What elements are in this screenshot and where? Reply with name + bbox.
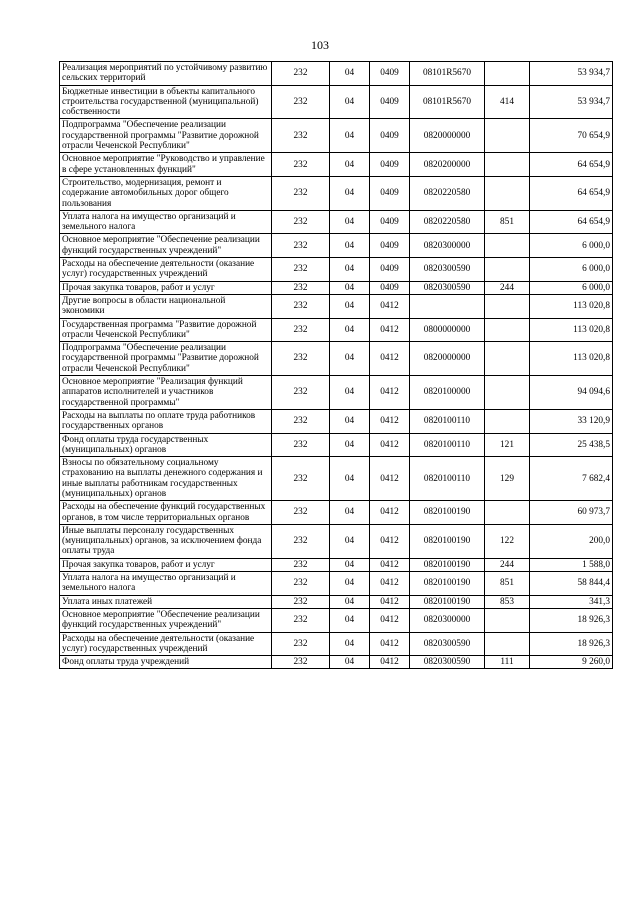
target-article-cell: 0820300590	[410, 656, 485, 669]
section-code-cell: 04	[330, 62, 370, 86]
target-article-cell: 0820100000	[410, 376, 485, 410]
target-article-cell: 0820300590	[410, 258, 485, 282]
section-code-cell: 04	[330, 153, 370, 177]
table-row	[60, 153, 613, 177]
amount-cell: 18 926,3	[530, 632, 613, 656]
table-row	[60, 210, 613, 234]
amount-cell: 58 844,4	[530, 572, 613, 596]
grbs-code-cell: 232	[272, 281, 330, 294]
expense-type-cell	[485, 501, 530, 525]
grbs-code-cell: 232	[272, 85, 330, 119]
expense-type-cell	[485, 318, 530, 342]
expense-type-cell: 244	[485, 281, 530, 294]
target-article-cell: 0820100110	[410, 433, 485, 457]
subsection-code-cell: 0412	[370, 608, 410, 632]
grbs-code-cell: 232	[272, 656, 330, 669]
expense-name-cell: Бюджетные инвестиции в объекты капитального строительства государственной (муниципальной) собственности	[60, 85, 272, 119]
expense-type-cell: 414	[485, 85, 530, 119]
grbs-code-cell: 232	[272, 294, 330, 318]
section-code-cell: 04	[330, 558, 370, 571]
expense-type-cell	[485, 258, 530, 282]
expense-type-cell	[485, 153, 530, 177]
expense-name-cell: Прочая закупка товаров, работ и услуг	[60, 558, 272, 571]
subsection-code-cell: 0412	[370, 595, 410, 608]
grbs-code-cell: 232	[272, 176, 330, 210]
grbs-code-cell: 232	[272, 318, 330, 342]
grbs-code-cell: 232	[272, 258, 330, 282]
target-article-cell: 0800000000	[410, 318, 485, 342]
amount-cell: 7 682,4	[530, 457, 613, 501]
subsection-code-cell: 0412	[370, 457, 410, 501]
target-article-cell: 0820100190	[410, 558, 485, 571]
amount-cell: 6 000,0	[530, 258, 613, 282]
page-number: 103	[311, 38, 329, 52]
table-row	[60, 632, 613, 656]
amount-cell: 64 654,9	[530, 210, 613, 234]
section-code-cell: 04	[330, 85, 370, 119]
table-row	[60, 234, 613, 258]
expense-type-cell: 111	[485, 656, 530, 669]
table-row	[60, 572, 613, 596]
section-code-cell: 04	[330, 409, 370, 433]
table-row	[60, 85, 613, 119]
target-article-cell: 0820300590	[410, 632, 485, 656]
expense-name-cell: Государственная программа "Развитие дорожной отрасли Чеченской Республики"	[60, 318, 272, 342]
amount-cell: 18 926,3	[530, 608, 613, 632]
expense-name-cell: Расходы на выплаты по оплате труда работников государственных органов	[60, 409, 272, 433]
expense-name-cell: Реализация мероприятий по устойчивому развитию сельских территорий	[60, 62, 272, 86]
table-row	[60, 294, 613, 318]
expense-type-cell	[485, 119, 530, 153]
grbs-code-cell: 232	[272, 342, 330, 376]
section-code-cell: 04	[330, 294, 370, 318]
amount-cell: 1 588,0	[530, 558, 613, 571]
target-article-cell: 08101R5670	[410, 62, 485, 86]
amount-cell: 53 934,7	[530, 85, 613, 119]
target-article-cell: 0820100110	[410, 457, 485, 501]
table-row	[60, 176, 613, 210]
amount-cell: 200,0	[530, 524, 613, 558]
section-code-cell: 04	[330, 318, 370, 342]
expense-type-cell: 121	[485, 433, 530, 457]
subsection-code-cell: 0412	[370, 433, 410, 457]
subsection-code-cell: 0409	[370, 85, 410, 119]
table-row	[60, 409, 613, 433]
expense-name-cell: Уплата иных платежей	[60, 595, 272, 608]
grbs-code-cell: 232	[272, 234, 330, 258]
subsection-code-cell: 0409	[370, 234, 410, 258]
amount-cell: 341,3	[530, 595, 613, 608]
expense-type-cell: 853	[485, 595, 530, 608]
expense-type-cell	[485, 176, 530, 210]
grbs-code-cell: 232	[272, 62, 330, 86]
expense-type-cell: 851	[485, 210, 530, 234]
target-article-cell	[410, 294, 485, 318]
section-code-cell: 04	[330, 572, 370, 596]
target-article-cell: 0820300000	[410, 608, 485, 632]
section-code-cell: 04	[330, 457, 370, 501]
amount-cell: 25 438,5	[530, 433, 613, 457]
table-row	[60, 656, 613, 669]
grbs-code-cell: 232	[272, 558, 330, 571]
expense-name-cell: Фонд оплаты труда учреждений	[60, 656, 272, 669]
expense-type-cell: 244	[485, 558, 530, 571]
subsection-code-cell: 0412	[370, 572, 410, 596]
table-row	[60, 281, 613, 294]
expense-name-cell: Основное мероприятие "Реализация функций аппаратов исполнителей и участников государственной программы"	[60, 376, 272, 410]
grbs-code-cell: 232	[272, 608, 330, 632]
subsection-code-cell: 0412	[370, 318, 410, 342]
grbs-code-cell: 232	[272, 524, 330, 558]
target-article-cell: 0820000000	[410, 119, 485, 153]
grbs-code-cell: 232	[272, 501, 330, 525]
subsection-code-cell: 0409	[370, 176, 410, 210]
section-code-cell: 04	[330, 632, 370, 656]
expense-type-cell: 122	[485, 524, 530, 558]
section-code-cell: 04	[330, 210, 370, 234]
expense-type-cell: 851	[485, 572, 530, 596]
expense-type-cell	[485, 632, 530, 656]
subsection-code-cell: 0412	[370, 524, 410, 558]
expense-name-cell: Фонд оплаты труда государственных (муниципальных) органов	[60, 433, 272, 457]
expense-type-cell	[485, 62, 530, 86]
section-code-cell: 04	[330, 258, 370, 282]
expense-name-cell: Строительство, модернизация, ремонт и содержание автомобильных дорог общего пользования	[60, 176, 272, 210]
grbs-code-cell: 232	[272, 376, 330, 410]
amount-cell: 70 654,9	[530, 119, 613, 153]
subsection-code-cell: 0409	[370, 210, 410, 234]
subsection-code-cell: 0412	[370, 632, 410, 656]
section-code-cell: 04	[330, 595, 370, 608]
amount-cell: 113 020,8	[530, 342, 613, 376]
target-article-cell: 0820200000	[410, 153, 485, 177]
section-code-cell: 04	[330, 376, 370, 410]
grbs-code-cell: 232	[272, 572, 330, 596]
expense-name-cell: Основное мероприятие "Руководство и управление в сфере установленных функций"	[60, 153, 272, 177]
expense-name-cell: Прочая закупка товаров, работ и услуг	[60, 281, 272, 294]
section-code-cell: 04	[330, 119, 370, 153]
table-row	[60, 608, 613, 632]
amount-cell: 6 000,0	[530, 234, 613, 258]
section-code-cell: 04	[330, 608, 370, 632]
expense-name-cell: Взносы по обязательному социальному страхованию на выплаты денежного содержания и иные выплаты работникам государственных (муниципальных) органов	[60, 457, 272, 501]
expense-name-cell: Подпрограмма "Обеспечение реализации государственной программы "Развитие дорожной отрасли Чеченской Республики"	[60, 119, 272, 153]
grbs-code-cell: 232	[272, 595, 330, 608]
expense-type-cell	[485, 376, 530, 410]
expense-type-cell	[485, 342, 530, 376]
expense-name-cell: Иные выплаты персоналу государственных (муниципальных) органов, за исключением фонда оплаты труда	[60, 524, 272, 558]
subsection-code-cell: 0409	[370, 119, 410, 153]
subsection-code-cell: 0412	[370, 376, 410, 410]
section-code-cell: 04	[330, 234, 370, 258]
section-code-cell: 04	[330, 176, 370, 210]
expense-type-cell: 129	[485, 457, 530, 501]
grbs-code-cell: 232	[272, 409, 330, 433]
table-row	[60, 501, 613, 525]
expense-name-cell: Основное мероприятие "Обеспечение реализации функций государственных учреждений"	[60, 608, 272, 632]
subsection-code-cell: 0409	[370, 62, 410, 86]
grbs-code-cell: 232	[272, 119, 330, 153]
expense-type-cell	[485, 234, 530, 258]
budget-table	[59, 61, 613, 669]
table-row	[60, 342, 613, 376]
amount-cell: 33 120,9	[530, 409, 613, 433]
table-row	[60, 524, 613, 558]
subsection-code-cell: 0409	[370, 258, 410, 282]
section-code-cell: 04	[330, 524, 370, 558]
table-row	[60, 457, 613, 501]
expense-name-cell: Уплата налога на имущество организаций и земельного налога	[60, 572, 272, 596]
amount-cell: 94 094,6	[530, 376, 613, 410]
target-article-cell: 0820300590	[410, 281, 485, 294]
section-code-cell: 04	[330, 501, 370, 525]
table-row	[60, 119, 613, 153]
table-row	[60, 376, 613, 410]
expense-name-cell: Расходы на обеспечение деятельности (оказание услуг) государственных учреждений	[60, 632, 272, 656]
expense-name-cell: Другие вопросы в области национальной экономики	[60, 294, 272, 318]
target-article-cell: 0820220580	[410, 176, 485, 210]
budget-table-body	[60, 62, 613, 669]
expense-type-cell	[485, 409, 530, 433]
subsection-code-cell: 0412	[370, 342, 410, 376]
grbs-code-cell: 232	[272, 457, 330, 501]
table-row	[60, 318, 613, 342]
section-code-cell: 04	[330, 281, 370, 294]
target-article-cell: 0820220580	[410, 210, 485, 234]
grbs-code-cell: 232	[272, 210, 330, 234]
target-article-cell: 0820300000	[410, 234, 485, 258]
target-article-cell: 0820000000	[410, 342, 485, 376]
subsection-code-cell: 0412	[370, 409, 410, 433]
expense-name-cell: Уплата налога на имущество организаций и земельного налога	[60, 210, 272, 234]
table-row	[60, 62, 613, 86]
target-article-cell: 08101R5670	[410, 85, 485, 119]
amount-cell: 60 973,7	[530, 501, 613, 525]
target-article-cell: 0820100190	[410, 524, 485, 558]
subsection-code-cell: 0412	[370, 294, 410, 318]
grbs-code-cell: 232	[272, 433, 330, 457]
expense-name-cell: Подпрограмма "Обеспечение реализации государственной программы "Развитие дорожной отрасли Чеченской Республики"	[60, 342, 272, 376]
table-row	[60, 558, 613, 571]
amount-cell: 64 654,9	[530, 176, 613, 210]
amount-cell: 113 020,8	[530, 294, 613, 318]
amount-cell: 9 260,0	[530, 656, 613, 669]
subsection-code-cell: 0412	[370, 501, 410, 525]
expense-name-cell: Расходы на обеспечение деятельности (оказание услуг) государственных учреждений	[60, 258, 272, 282]
section-code-cell: 04	[330, 342, 370, 376]
expense-type-cell	[485, 608, 530, 632]
subsection-code-cell: 0412	[370, 558, 410, 571]
table-row	[60, 433, 613, 457]
amount-cell: 53 934,7	[530, 62, 613, 86]
target-article-cell: 0820100190	[410, 501, 485, 525]
target-article-cell: 0820100190	[410, 572, 485, 596]
expense-name-cell: Расходы на обеспечение функций государственных органов, в том числе территориальных органов	[60, 501, 272, 525]
subsection-code-cell: 0412	[370, 656, 410, 669]
target-article-cell: 0820100190	[410, 595, 485, 608]
grbs-code-cell: 232	[272, 153, 330, 177]
table-row	[60, 595, 613, 608]
amount-cell: 113 020,8	[530, 318, 613, 342]
subsection-code-cell: 0409	[370, 281, 410, 294]
amount-cell: 6 000,0	[530, 281, 613, 294]
target-article-cell: 0820100110	[410, 409, 485, 433]
section-code-cell: 04	[330, 433, 370, 457]
grbs-code-cell: 232	[272, 632, 330, 656]
table-row	[60, 258, 613, 282]
expense-type-cell	[485, 294, 530, 318]
amount-cell: 64 654,9	[530, 153, 613, 177]
section-code-cell: 04	[330, 656, 370, 669]
expense-name-cell: Основное мероприятие "Обеспечение реализации функций государственных учреждений"	[60, 234, 272, 258]
subsection-code-cell: 0409	[370, 153, 410, 177]
